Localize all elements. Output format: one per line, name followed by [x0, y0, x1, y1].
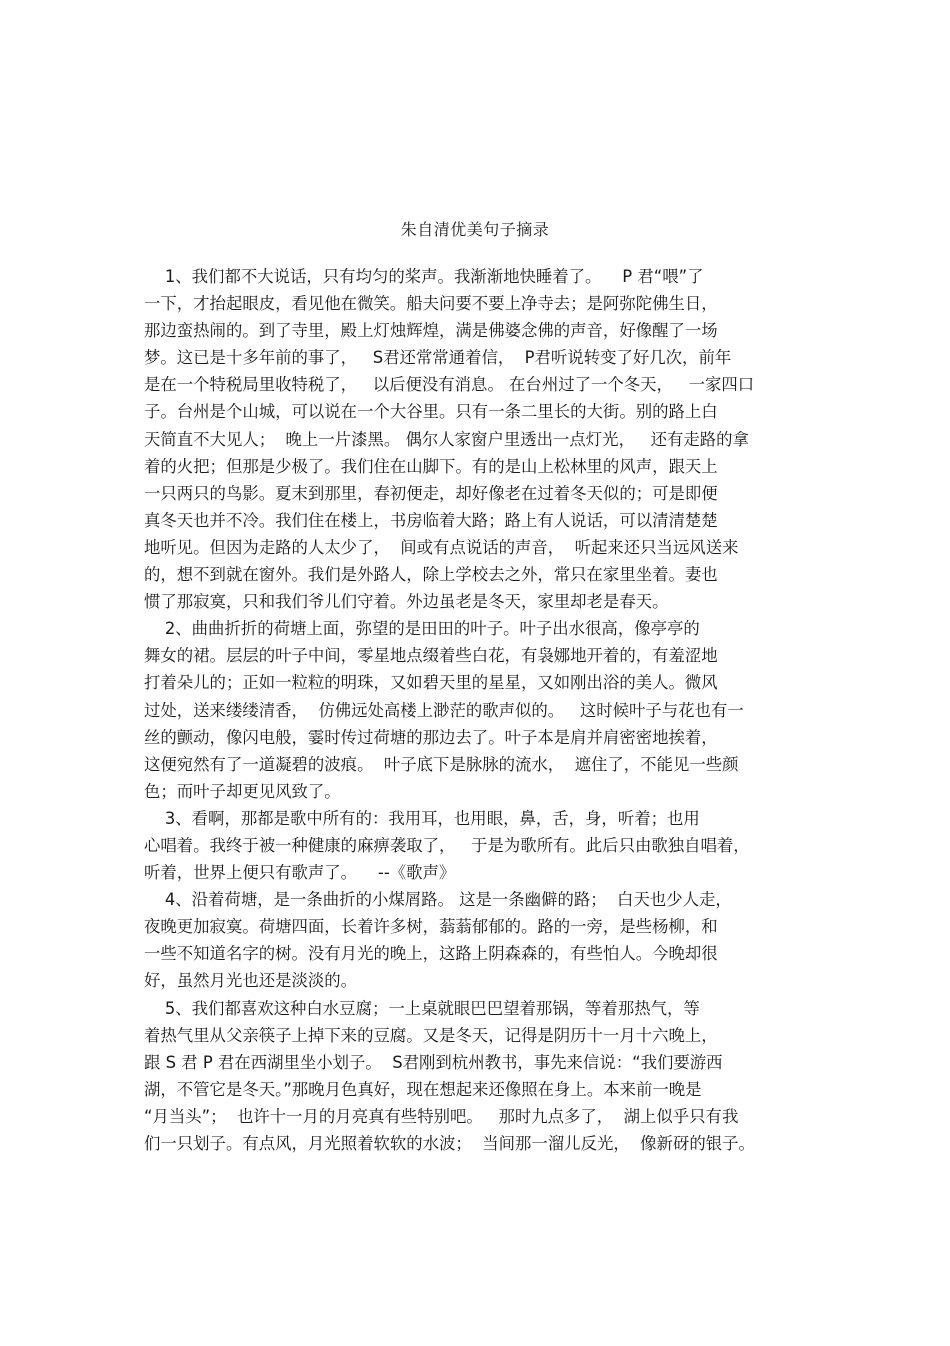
text-line: 湖，不管它是冬天。”那晚月色真好，现在想起来还像照在身上。本来前一晚是: [144, 1079, 702, 1099]
text-line: 听着，世界上便只有歌声了。 --《歌声》: [144, 863, 456, 883]
text-line: 一下，才抬起眼皮，看见他在微笑。船夫问要不要上净寺去；是阿弥陀佛生日，: [144, 294, 718, 314]
text-line: 天简直不大见人； 晚上一片漆黑。 偶尔人家窗户里透出一点灯光， 还有走路的拿: [144, 429, 749, 449]
text-line: 真冬天也并不冷。我们住在楼上，书房临着大路；路上有人说话，可以清清楚楚: [144, 510, 718, 530]
text-line: 过处，送来缕缕清香， 仿佛远处高楼上渺茫的歌声似的。 这时候叶子与花也有一: [144, 700, 744, 720]
text-line: 1、我们都不大说话，只有均匀的桨声。我渐渐地快睡着了。 P 君“喂”了: [144, 267, 704, 286]
text-line: 的，想不到就在窗外。我们是外路人，除上学校去之外，常只在家里坐着。妻也: [144, 565, 718, 585]
text-line: 惯了那寂寞，只和我们爷儿们守着。外边虽老是冬天，家里却老是春天。: [144, 592, 669, 612]
text-line: 一只两只的鸟影。夏末到那里，春初便走，却好像老在过着冬天似的；可是即便: [144, 483, 718, 503]
text-line: 4、沿着荷塘，是一条曲折的小煤屑路。 这是一条幽僻的路； 白天也少人走，: [144, 890, 732, 910]
text-line: 一些不知道名字的树。没有月光的晚上，这路上阴森森的，有些怕人。今晚却很: [144, 944, 718, 964]
text-line: 梦。这已是十多年前的事了， S君还常常通着信， P君听说转变了好几次，前年: [144, 348, 732, 368]
body-text: [144, 263, 800, 1157]
text-line: 着的火把；但那是少极了。我们住在山脚下。有的是山上松林里的风声，跟天上: [144, 456, 718, 476]
page-title: 朱自清优美句子摘录: [400, 220, 550, 239]
text-line: 打着朵儿的；正如一粒粒的明珠，又如碧天里的星星，又如刚出浴的美人。微风: [144, 673, 718, 693]
text-line: 丝的颤动，像闪电般，霎时传过荷塘的那边去了。叶子本是肩并肩密密地挨着，: [144, 727, 718, 747]
text-line: 心唱着。我终于被一种健康的麻痹袭取了， 于是为歌所有。此后只由歌独自唱着，: [144, 835, 750, 855]
text-line: 们一只划子。有点风，月光照着软软的水波； 当间那一溜儿反光， 像新砑的银子。: [144, 1134, 755, 1153]
text-line: 跟 S 君 P 君在西湖里坐小划子。 S君刚到杭州教书，事先来信说：“我们要游西: [144, 1052, 723, 1072]
text-line: “月当头”； 也许十一月的月亮真有些特别吧。 那时九点多了， 湖上似乎只有我: [144, 1106, 739, 1126]
text-line: 好，虽然月光也还是淡淡的。: [144, 971, 358, 991]
text-line: 色；而叶子却更见风致了。: [144, 781, 341, 801]
text-line: 是在一个特税局里收特税了， 以后便没有消息。 在台州过了一个冬天， 一家四口: [144, 375, 755, 395]
text-line: 舞女的裙。层层的叶子中间，零星地点缀着些白花，有袅娜地开着的，有羞涩地: [144, 646, 718, 666]
text-line: 子。台州是个山城，可以说在一个大谷里。只有一条二里长的大街。别的路上白: [144, 402, 718, 422]
text-line: 着热气里从父亲筷子上掉下来的豆腐。又是冬天，记得是阴历十一月十六晚上，: [144, 1025, 718, 1045]
text-line: 那边蛮热闹的。到了寺里，殿上灯烛辉煌，满是佛婆念佛的声音，好像醒了一场: [144, 321, 718, 341]
text-line: 这便宛然有了一道凝碧的波痕。 叶子底下是脉脉的流水， 遮住了，不能见一些颜: [144, 754, 739, 774]
text-line: 3、看啊，那都是歌中所有的：我用耳，也用眼，鼻，舌，身，听着；也用: [144, 808, 700, 828]
text-line: 地听见。但因为走路的人太少了， 间或有点说话的声音， 听起来还只当远风送来: [144, 537, 739, 557]
text-line: 5、我们都喜欢这种白水豆腐；一上桌就眼巴巴望着那锅，等着那热气，等: [144, 998, 700, 1018]
text-line: 夜晚更加寂寞。荷塘四面，长着许多树，蓊蓊郁郁的。路的一旁，是些杨柳，和: [144, 917, 718, 937]
text-line: 2、曲曲折折的荷塘上面，弥望的是田田的叶子。叶子出水很高，像亭亭的: [144, 619, 700, 639]
